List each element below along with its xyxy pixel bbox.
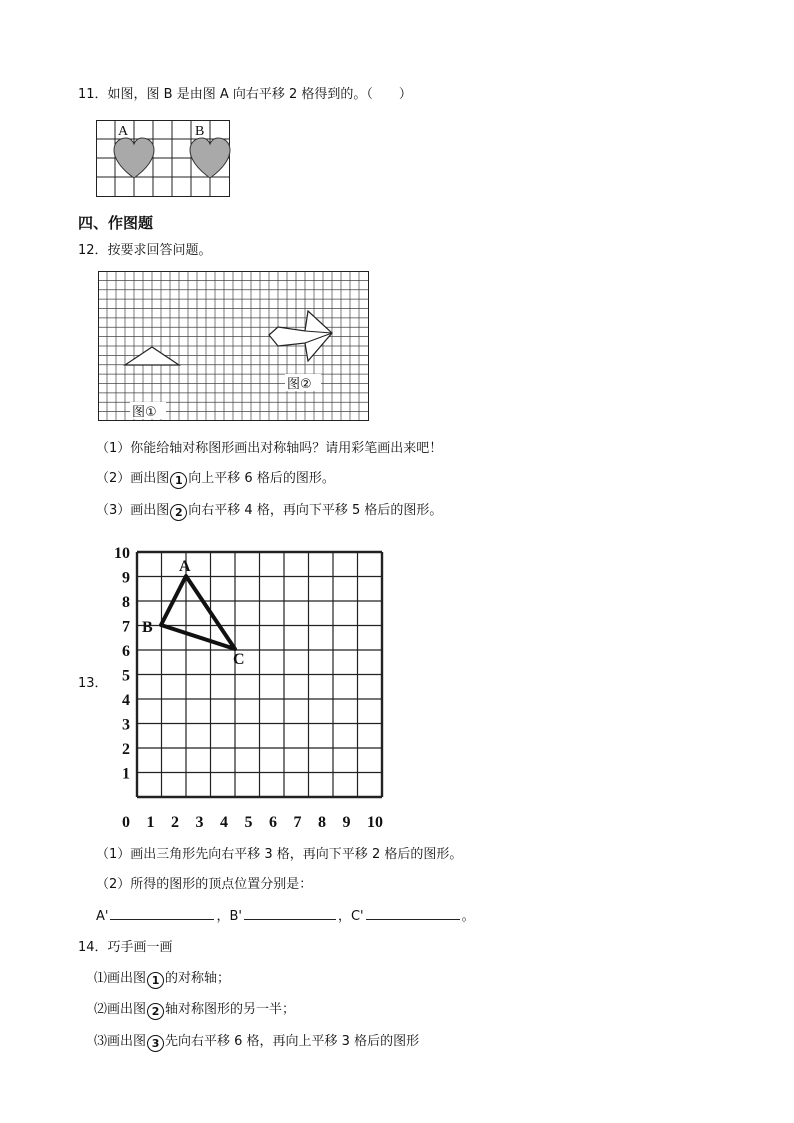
- q12-sub1: （1）你能给轴对称图形画出对称轴吗？请用彩笔画出来吧！: [96, 441, 443, 456]
- label-a: A: [118, 124, 129, 139]
- sub1-prefix: ⑴画出图: [94, 971, 147, 986]
- y-tick-label: 2: [122, 741, 130, 758]
- c-prime-label: ，C': [337, 909, 364, 924]
- x-tick-label: 3: [195, 814, 204, 831]
- heart-a-icon: [114, 138, 154, 178]
- y-tick-label: 7: [122, 618, 130, 636]
- q14-sub1: [94, 967, 230, 989]
- x-tick-label: 5: [244, 814, 253, 831]
- b-prime-label: ，B': [216, 909, 242, 924]
- x-tick-label: 2: [171, 814, 179, 831]
- question-number: 12．: [78, 243, 108, 258]
- y-tick-label: 5: [122, 667, 130, 685]
- y-tick-label: 10: [114, 545, 130, 562]
- y-tick-label: 9: [122, 569, 130, 587]
- question-14: [78, 936, 173, 955]
- q13-sub1: （1）画出三角形先向右平移 3 格，再向下平移 2 格后的图形。: [96, 847, 463, 862]
- a-prime-blank[interactable]: [110, 918, 214, 920]
- vertex-b-label: B: [142, 619, 153, 636]
- sub3-prefix: ⑶画出图: [94, 1034, 147, 1049]
- q13-coordinate-grid: [108, 540, 398, 830]
- question-number: 11．: [78, 87, 108, 102]
- c-prime-blank[interactable]: [366, 918, 460, 920]
- x-tick-label: 10: [367, 814, 383, 831]
- x-tick-label: 8: [318, 814, 326, 831]
- figure-1-triangle: [125, 347, 179, 365]
- b-prime-blank[interactable]: [244, 918, 336, 920]
- sub3-suffix: 向右平移 4 格，再向下平移 5 格后的图形。: [188, 503, 443, 518]
- circled-number: 1: [170, 472, 187, 489]
- question-13-number: 13．: [78, 676, 108, 691]
- q13-sub2: （2）所得的图形的顶点位置分别是：: [96, 877, 313, 892]
- triangle-abc: [161, 576, 235, 649]
- q12-grid-figure: [98, 271, 369, 421]
- circled-number: 2: [147, 1003, 164, 1020]
- y-tick-label: 8: [122, 594, 130, 611]
- vertex-a-label: A: [179, 558, 191, 575]
- end-mark: 。: [461, 909, 475, 924]
- q14-sub3: [94, 1030, 419, 1052]
- question-12: [78, 239, 212, 258]
- a-prime-label: A': [96, 909, 109, 924]
- x-tick-label: 1: [146, 814, 155, 831]
- question-text: 如图，图 B 是由图 A 向右平移 2 格得到的。（ ）: [107, 87, 412, 102]
- circled-number: 1: [147, 972, 164, 989]
- x-tick-label: 6: [269, 814, 277, 831]
- question-11: [78, 83, 412, 102]
- figure-2-label: 图②: [287, 377, 312, 392]
- sub2-suffix: 轴对称图形的另一半；: [165, 1002, 296, 1017]
- y-tick-label: 6: [122, 643, 130, 660]
- y-tick-label: 1: [122, 765, 130, 783]
- section-title: 四、作图题: [78, 214, 154, 232]
- x-tick-label: 4: [220, 814, 228, 831]
- x-tick-label: 9: [342, 814, 351, 831]
- sub1-suffix: 的对称轴；: [165, 971, 231, 986]
- circled-number: 3: [147, 1035, 164, 1052]
- q11-grid-figure: [96, 120, 230, 198]
- heart-b-icon: [190, 138, 230, 178]
- x-tick-label: 7: [293, 814, 302, 831]
- q12-sub3: [96, 499, 442, 521]
- sub2-suffix: 向上平移 6 格后的图形。: [188, 471, 335, 486]
- question-text: 按要求回答问题。: [107, 243, 212, 258]
- y-tick-label: 3: [122, 716, 130, 734]
- figure-1-label: 图①: [132, 405, 157, 420]
- sub2-prefix: （2）画出图: [96, 471, 170, 486]
- x-tick-label: 0: [122, 814, 130, 831]
- q12-sub2: [96, 467, 335, 489]
- q14-sub2: [94, 998, 295, 1020]
- y-tick-label: 4: [122, 692, 130, 709]
- label-b: B: [195, 124, 205, 139]
- q13-answer-line: [96, 905, 475, 924]
- question-number: 14．: [78, 940, 108, 955]
- circled-number: 2: [170, 504, 187, 521]
- sub3-prefix: （3）画出图: [96, 503, 170, 518]
- sub3-suffix: 先向右平移 6 格，再向上平移 3 格后的图形: [165, 1034, 420, 1049]
- question-text: 巧手画一画: [107, 940, 173, 955]
- sub2-prefix: ⑵画出图: [94, 1002, 147, 1017]
- vertex-c-label: C: [233, 651, 245, 668]
